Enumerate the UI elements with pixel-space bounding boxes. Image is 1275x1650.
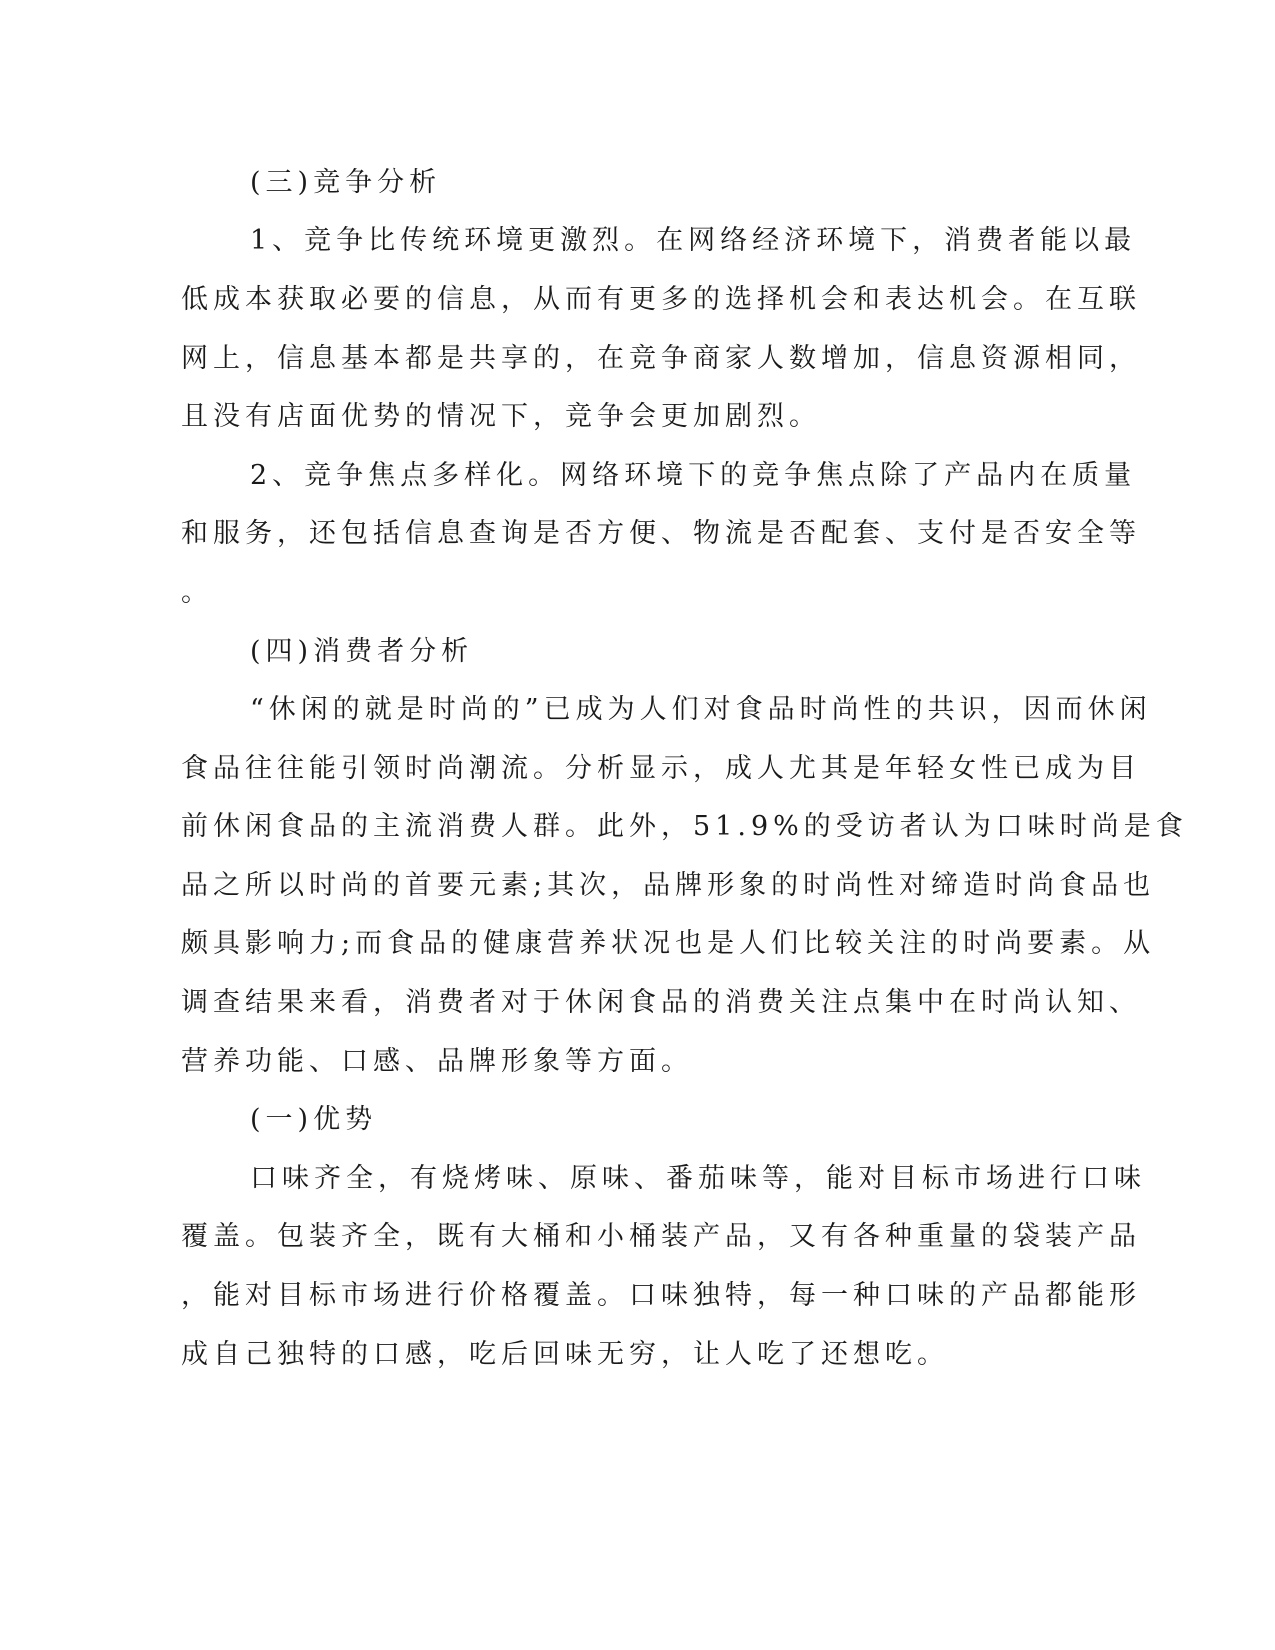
heading-consumer-analysis: (四)消费者分析 <box>250 636 474 667</box>
text-line: 调查结果来看，消费者对于休闲食品的消费关注点集中在时尚认知、 <box>181 987 1141 1018</box>
text-line: 品之所以时尚的首要元素;其次，品牌形象的时尚性对缔造时尚食品也 <box>181 870 1156 901</box>
text-line: 2、竞争焦点多样化。网络环境下的竞争焦点除了产品内在质量 <box>250 460 1137 491</box>
text-line: 网上，信息基本都是共享的，在竞争商家人数增加，信息资源相同， <box>181 343 1141 374</box>
text-line: 前休闲食品的主流消费人群。此外，51.9%的受访者认为口味时尚是食 <box>181 811 1188 842</box>
text-line: 且没有店面优势的情况下，竞争会更加剧烈。 <box>181 401 821 432</box>
text-line: 和服务，还包括信息查询是否方便、物流是否配套、支付是否安全等 <box>181 518 1141 549</box>
text-line: 营养功能、口感、品牌形象等方面。 <box>181 1046 693 1077</box>
text-line: 1、竞争比传统环境更激烈。在网络经济环境下，消费者能以最 <box>250 225 1137 256</box>
text-line: ，能对目标市场进行价格覆盖。口味独特，每一种口味的产品都能形 <box>181 1280 1141 1311</box>
text-line: 口味齐全，有烧烤味、原味、番茄味等，能对目标市场进行口味 <box>250 1163 1146 1194</box>
text-line: 成自己独特的口感，吃后回味无穷，让人吃了还想吃。 <box>181 1339 949 1370</box>
text-line: 低成本获取必要的信息，从而有更多的选择机会和表达机会。在互联 <box>181 284 1141 315</box>
text-line: 食品往往能引领时尚潮流。分析显示，成人尤其是年轻女性已成为目 <box>181 753 1141 784</box>
text-line: “休闲的就是时尚的”已成为人们对食品时尚性的共识，因而休闲 <box>250 694 1152 725</box>
heading-competition-analysis: (三)竞争分析 <box>250 167 442 198</box>
text-line: 。 <box>181 577 213 608</box>
text-line: 覆盖。包装齐全，既有大桶和小桶装产品，又有各种重量的袋装产品 <box>181 1221 1141 1252</box>
text-line: 颇具影响力;而食品的健康营养状况也是人们比较关注的时尚要素。从 <box>181 928 1156 959</box>
heading-advantages: (一)优势 <box>250 1104 378 1135</box>
